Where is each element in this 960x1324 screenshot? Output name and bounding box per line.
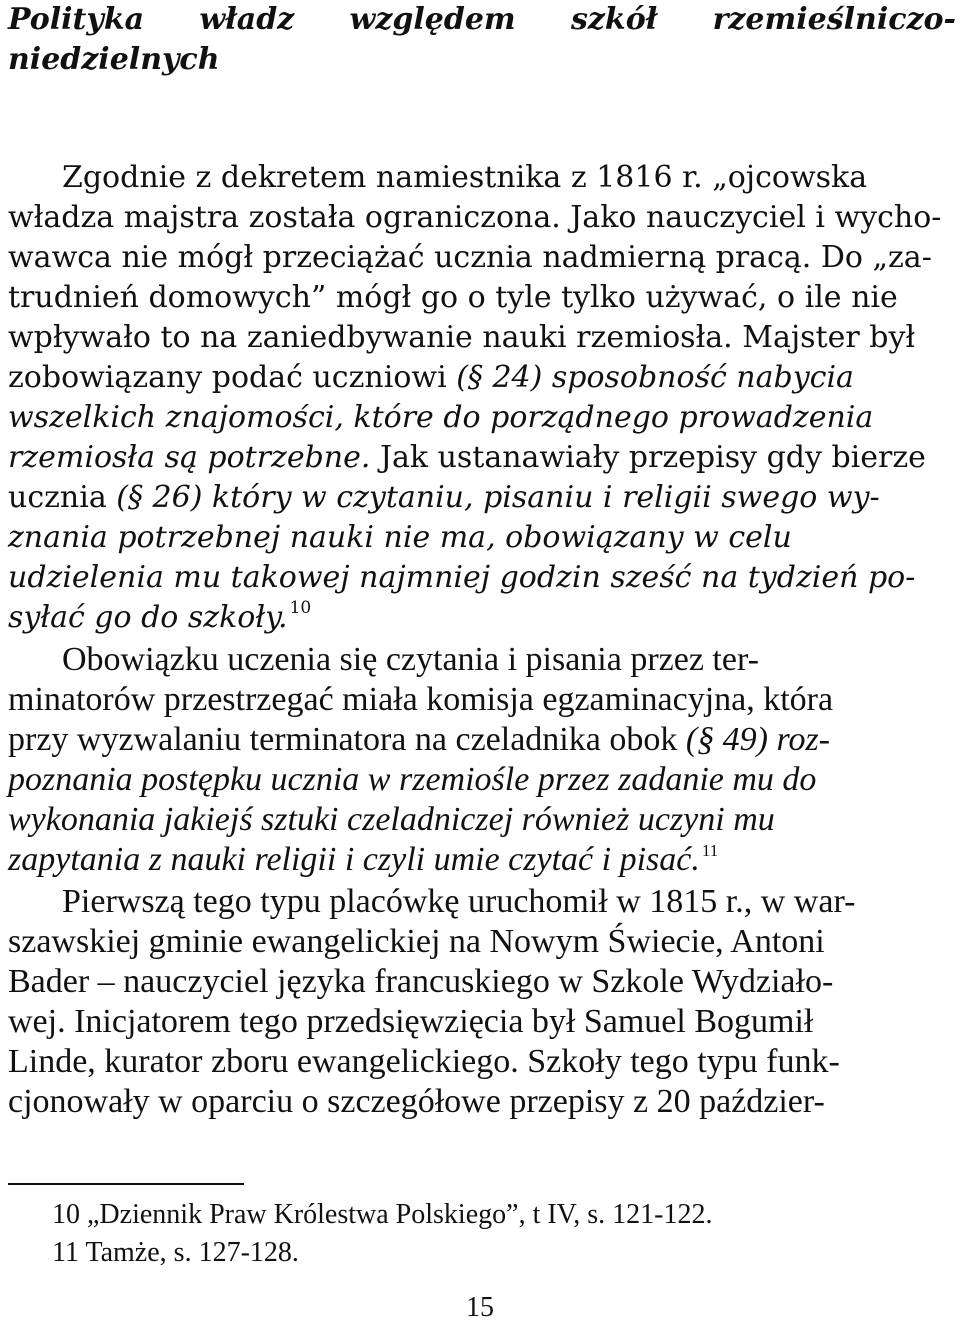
paragraph-1-line: [8, 238, 952, 278]
paragraph-2-line: [8, 680, 952, 720]
line-text: przy wyzwalaniu terminatora na czeladnika obok: [8, 721, 686, 758]
paragraph-2-line: [8, 800, 952, 840]
line-text: Jak ustanawiały przepisy gdy bierze: [370, 440, 926, 475]
paragraph-1-line: [8, 318, 952, 358]
paragraph-3-line: [8, 1082, 952, 1122]
paragraph-2-line: [8, 720, 952, 760]
line-text: Bader – nauczyciel języka francuskiego w Szkole Wydziało-: [8, 963, 834, 1000]
footnote-separator: [8, 1183, 244, 1185]
line-text: władza majstra została ograniczona. Jako nauczyciel i wycho-: [8, 200, 942, 235]
quoted-regulation: zapytania z nauki religii i czyli umie czytać i pisać.: [8, 841, 700, 878]
quoted-regulation: udzielenia mu takowej najmniej godzin sześć na tydzień po-: [8, 560, 916, 595]
quoted-regulation: wykonania jakiejś sztuki czeladniczej również uczyni mu: [8, 801, 775, 838]
quoted-regulation: (§ 49) roz-: [685, 721, 830, 758]
line-text: Linde, kurator zboru ewangelickiego. Szkoły tego typu funk-: [8, 1043, 840, 1080]
paragraph-1-line: [8, 478, 952, 518]
paragraph-3-line: [8, 922, 952, 962]
paragraph-1-line: [8, 518, 952, 558]
quoted-regulation: (§ 26) który w czytaniu, pisaniu i religii swego wy-: [116, 480, 880, 515]
footnote-10: 10 „Dziennik Praw Królestwa Polskiego”, t IV, s. 121-122.: [52, 1199, 713, 1230]
paragraph-1-line: [8, 438, 952, 478]
paragraph-1-line: [62, 158, 952, 198]
paragraph-1-line: [8, 398, 952, 438]
paragraph-1-line: [8, 278, 952, 318]
paragraph-3-line: [62, 882, 952, 922]
paragraph-2-line: [62, 640, 952, 680]
quoted-regulation: wszelkich znajomości, które do porządnego prowadzenia: [8, 400, 874, 435]
paragraph-3-line: [8, 1002, 952, 1042]
page-number: 15: [466, 1292, 494, 1323]
line-text: wej. Inicjatorem tego przedsięwzięcia był Samuel Bogumił: [8, 1003, 814, 1040]
line-text: wpływało to na zaniedbywanie nauki rzemiosła. Majster był: [8, 320, 916, 355]
footnote-ref[interactable]: 10: [289, 598, 312, 618]
paragraph-3-line: [8, 1042, 952, 1082]
footnote-ref[interactable]: 11: [701, 841, 719, 860]
quoted-regulation: rzemiosła są potrzebne.: [8, 440, 371, 475]
paragraph-2-line: [8, 840, 952, 880]
paragraph-2-line: [8, 760, 952, 800]
line-text: Zgodnie z dekretem namiestnika z 1816 r. „ojcowska: [62, 160, 868, 195]
line-text: Pierwszą tego typu placówkę uruchomił w 1815 r., w war-: [62, 883, 856, 920]
line-text: ucznia: [8, 480, 117, 515]
line-text: zobowiązany podać uczniowi: [8, 360, 457, 395]
line-text: trudnień domowych” mógł go o tyle tylko używać, o ile nie: [8, 280, 898, 315]
paragraph-3-line: [8, 962, 952, 1002]
paragraph-1-line: [8, 558, 952, 598]
line-text: Obowiązku uczenia się czytania i pisania przez ter-: [62, 641, 759, 678]
quoted-regulation: poznania postępku ucznia w rzemiośle przez zadanie mu do: [8, 761, 817, 798]
line-text: szawskiej gminie ewangelickiej na Nowym Świecie, Antoni: [8, 923, 825, 960]
paragraph-1-line: [8, 358, 952, 398]
paragraph-1-line: [8, 598, 952, 638]
line-text: cjonowały w oparciu o szczegółowe przepisy z 20 paździer-: [8, 1083, 825, 1120]
paragraph-1-line: [8, 198, 952, 238]
quoted-regulation: syłać go do szkoły.: [8, 600, 288, 635]
section-heading: Polityka władz względem szkół rzemieślniczo-niedzielnych: [8, 2, 956, 77]
footnote-11: 11 Tamże, s. 127-128.: [52, 1237, 299, 1268]
line-text: minatorów przestrzegać miała komisja egzaminacyjna, która: [8, 681, 834, 718]
quoted-regulation: znania potrzebnej nauki nie ma, obowiązany w celu: [8, 520, 792, 555]
quoted-regulation: (§ 24) sposobność nabycia: [456, 360, 854, 395]
line-text: wawca nie mógł przeciążać ucznia nadmierną pracą. Do „za-: [8, 240, 932, 275]
